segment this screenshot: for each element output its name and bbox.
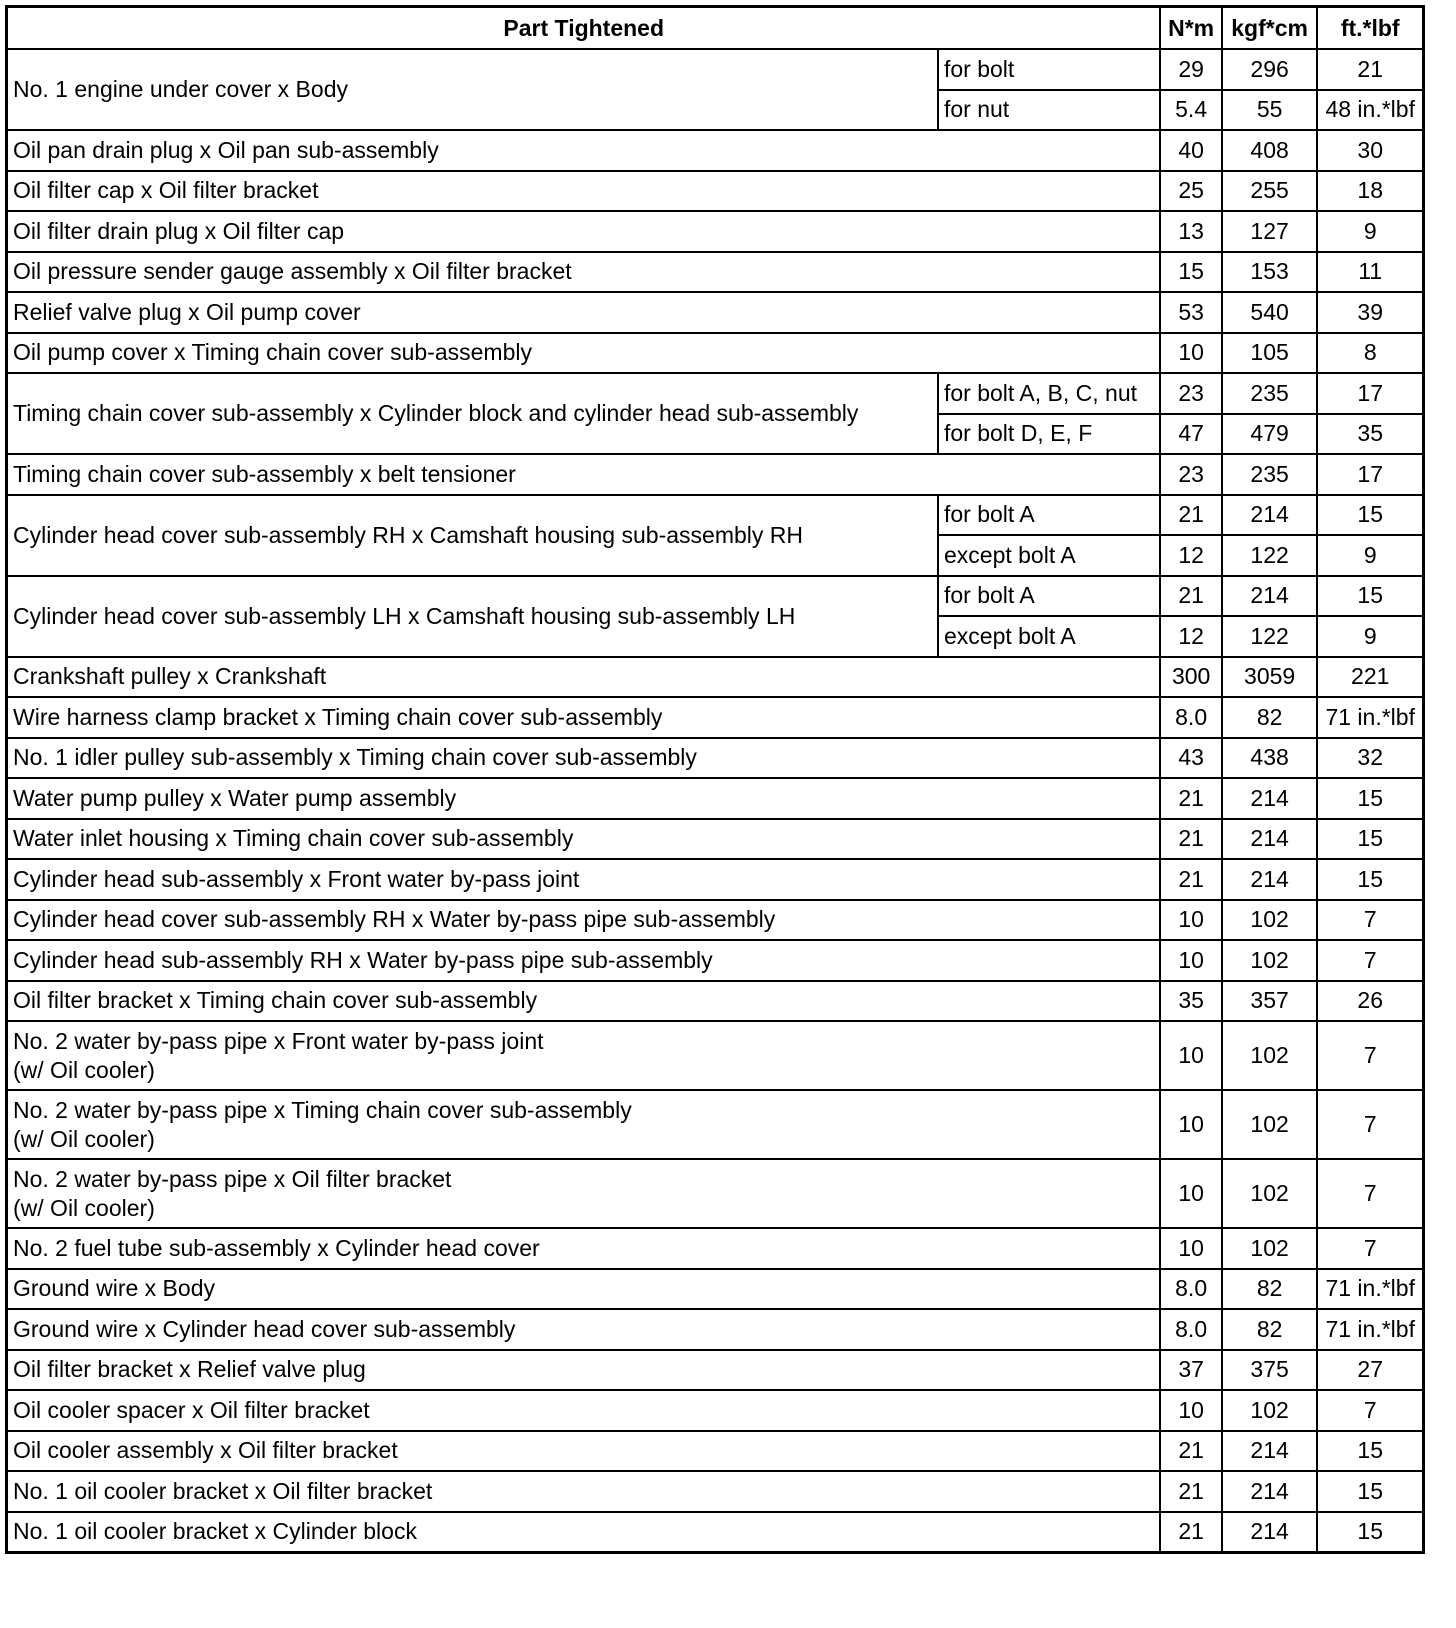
torque-ft-lbf-cell: 7 [1317,940,1423,981]
part-note-line: (w/ Oil cooler) [13,1056,155,1083]
part-tightened-cell: Relief valve plug x Oil pump cover [7,292,1161,333]
table-row [7,333,1424,374]
part-tightened-cell: Oil pressure sender gauge assembly x Oil filter bracket [7,252,1161,293]
torque-ft-lbf-cell: 35 [1317,414,1423,455]
torque-nm-cell: 8.0 [1160,697,1221,738]
table-row [7,1350,1424,1391]
condition-cell: except bolt A [938,535,1160,576]
torque-ft-lbf-cell: 9 [1317,211,1423,252]
part-tightened-cell: No. 1 oil cooler bracket x Cylinder block [7,1512,1161,1553]
torque-nm-cell: 12 [1160,616,1221,657]
torque-specification-table [5,5,1425,1554]
torque-kgf-cm-cell: 82 [1222,697,1318,738]
torque-kgf-cm-cell: 214 [1222,1471,1318,1512]
torque-kgf-cm-cell: 105 [1222,333,1318,374]
torque-ft-lbf-cell: 7 [1317,1159,1423,1228]
part-tightened-cell: No. 2 fuel tube sub-assembly x Cylinder head cover [7,1228,1161,1269]
table-row [7,819,1424,860]
table-row [7,1390,1424,1431]
part-tightened-cell: Oil cooler spacer x Oil filter bracket [7,1390,1161,1431]
torque-nm-cell: 21 [1160,1512,1221,1553]
torque-nm-cell: 21 [1160,859,1221,900]
table-row [7,1021,1424,1090]
torque-ft-lbf-cell: 15 [1317,859,1423,900]
torque-kgf-cm-cell: 357 [1222,981,1318,1022]
part-tightened-cell: Cylinder head sub-assembly RH x Water by-pass pipe sub-assembly [7,940,1161,981]
condition-cell: for bolt D, E, F [938,414,1160,455]
torque-kgf-cm-cell: 127 [1222,211,1318,252]
part-name-line: No. 2 water by-pass pipe x Timing chain cover sub-assembly [13,1096,632,1123]
torque-ft-lbf-cell: 15 [1317,1431,1423,1472]
table-row [7,252,1424,293]
torque-kgf-cm-cell: 102 [1222,1090,1318,1159]
table-row [7,495,1424,536]
torque-ft-lbf-cell: 9 [1317,535,1423,576]
torque-nm-cell: 25 [1160,171,1221,212]
torque-ft-lbf-cell: 39 [1317,292,1423,333]
condition-cell: for bolt A, B, C, nut [938,373,1160,414]
part-tightened-cell: No. 1 engine under cover x Body [7,49,938,130]
part-tightened-cell: Water inlet housing x Timing chain cover sub-assembly [7,819,1161,860]
table-row [7,1309,1424,1350]
table-row [7,1228,1424,1269]
header-part-tightened: Part Tightened [7,7,1161,50]
torque-ft-lbf-cell: 7 [1317,1228,1423,1269]
condition-cell: for bolt [938,49,1160,90]
torque-ft-lbf-cell: 15 [1317,495,1423,536]
torque-kgf-cm-cell: 153 [1222,252,1318,293]
table-row [7,1269,1424,1310]
part-tightened-cell: Oil filter cap x Oil filter bracket [7,171,1161,212]
part-tightened-cell: No. 1 oil cooler bracket x Oil filter bracket [7,1471,1161,1512]
part-tightened-cell: Cylinder head cover sub-assembly RH x Camshaft housing sub-assembly RH [7,495,938,576]
torque-nm-cell: 8.0 [1160,1309,1221,1350]
part-name-line: No. 2 water by-pass pipe x Oil filter bracket [13,1165,452,1192]
torque-ft-lbf-cell: 7 [1317,900,1423,941]
torque-nm-cell: 8.0 [1160,1269,1221,1310]
part-tightened-cell: Water pump pulley x Water pump assembly [7,778,1161,819]
part-tightened-cell: Oil pump cover x Timing chain cover sub-assembly [7,333,1161,374]
table-row [7,1471,1424,1512]
torque-nm-cell: 53 [1160,292,1221,333]
part-tightened-cell: Oil pan drain plug x Oil pan sub-assembly [7,130,1161,171]
torque-ft-lbf-cell: 15 [1317,576,1423,617]
table-row [7,981,1424,1022]
part-tightened-cell: Timing chain cover sub-assembly x belt tensioner [7,454,1161,495]
part-name-line: No. 2 water by-pass pipe x Front water by-pass joint [13,1027,544,1054]
torque-ft-lbf-cell: 221 [1317,657,1423,698]
part-tightened-cell: Oil filter drain plug x Oil filter cap [7,211,1161,252]
torque-kgf-cm-cell: 122 [1222,535,1318,576]
torque-ft-lbf-cell: 21 [1317,49,1423,90]
torque-nm-cell: 23 [1160,454,1221,495]
table-row [7,940,1424,981]
torque-kgf-cm-cell: 82 [1222,1309,1318,1350]
torque-kgf-cm-cell: 214 [1222,1431,1318,1472]
torque-ft-lbf-cell: 71 in.*lbf [1317,1269,1423,1310]
torque-kgf-cm-cell: 102 [1222,1159,1318,1228]
torque-ft-lbf-cell: 8 [1317,333,1423,374]
torque-kgf-cm-cell: 235 [1222,373,1318,414]
torque-kgf-cm-cell: 3059 [1222,657,1318,698]
torque-nm-cell: 10 [1160,900,1221,941]
table-row [7,1090,1424,1159]
part-tightened-cell: No. 1 idler pulley sub-assembly x Timing chain cover sub-assembly [7,738,1161,779]
torque-ft-lbf-cell: 15 [1317,1512,1423,1553]
torque-ft-lbf-cell: 30 [1317,130,1423,171]
torque-kgf-cm-cell: 102 [1222,900,1318,941]
part-tightened-cell: Cylinder head cover sub-assembly LH x Camshaft housing sub-assembly LH [7,576,938,657]
torque-ft-lbf-cell: 11 [1317,252,1423,293]
table-header-row [7,7,1424,50]
torque-kgf-cm-cell: 255 [1222,171,1318,212]
torque-kgf-cm-cell: 235 [1222,454,1318,495]
part-tightened-cell: Cylinder head cover sub-assembly RH x Water by-pass pipe sub-assembly [7,900,1161,941]
torque-nm-cell: 43 [1160,738,1221,779]
table-row [7,49,1424,90]
part-tightened-cell: Oil filter bracket x Relief valve plug [7,1350,1161,1391]
torque-nm-cell: 5.4 [1160,90,1221,131]
torque-nm-cell: 12 [1160,535,1221,576]
table-row [7,778,1424,819]
header-nm: N*m [1160,7,1221,50]
table-row [7,697,1424,738]
torque-ft-lbf-cell: 26 [1317,981,1423,1022]
table-row [7,859,1424,900]
table-row [7,211,1424,252]
table-row [7,373,1424,414]
torque-kgf-cm-cell: 55 [1222,90,1318,131]
torque-kgf-cm-cell: 102 [1222,940,1318,981]
table-row [7,1512,1424,1553]
torque-ft-lbf-cell: 71 in.*lbf [1317,1309,1423,1350]
table-row [7,738,1424,779]
torque-nm-cell: 10 [1160,1228,1221,1269]
part-tightened-cell [7,1021,1161,1090]
part-tightened-cell: Ground wire x Cylinder head cover sub-assembly [7,1309,1161,1350]
torque-nm-cell: 47 [1160,414,1221,455]
table-row [7,900,1424,941]
torque-nm-cell: 15 [1160,252,1221,293]
torque-kgf-cm-cell: 122 [1222,616,1318,657]
condition-cell: except bolt A [938,616,1160,657]
torque-nm-cell: 10 [1160,1159,1221,1228]
torque-ft-lbf-cell: 7 [1317,1021,1423,1090]
torque-nm-cell: 23 [1160,373,1221,414]
torque-nm-cell: 10 [1160,940,1221,981]
header-ft-lbf: ft.*lbf [1317,7,1423,50]
torque-nm-cell: 21 [1160,819,1221,860]
part-note-line: (w/ Oil cooler) [13,1194,155,1221]
torque-nm-cell: 21 [1160,495,1221,536]
part-tightened-cell [7,1159,1161,1228]
torque-kgf-cm-cell: 438 [1222,738,1318,779]
condition-cell: for nut [938,90,1160,131]
table-body [7,49,1424,1553]
torque-ft-lbf-cell: 48 in.*lbf [1317,90,1423,131]
torque-kgf-cm-cell: 375 [1222,1350,1318,1391]
table-row [7,292,1424,333]
table-row [7,657,1424,698]
torque-nm-cell: 21 [1160,1431,1221,1472]
torque-kgf-cm-cell: 214 [1222,819,1318,860]
torque-nm-cell: 29 [1160,49,1221,90]
torque-nm-cell: 35 [1160,981,1221,1022]
torque-nm-cell: 37 [1160,1350,1221,1391]
part-tightened-cell: Oil cooler assembly x Oil filter bracket [7,1431,1161,1472]
part-note-line: (w/ Oil cooler) [13,1125,155,1152]
part-tightened-cell: Timing chain cover sub-assembly x Cylinder block and cylinder head sub-assembly [7,373,938,454]
torque-nm-cell: 10 [1160,1390,1221,1431]
table-row [7,454,1424,495]
torque-kgf-cm-cell: 102 [1222,1228,1318,1269]
part-tightened-cell: Oil filter bracket x Timing chain cover sub-assembly [7,981,1161,1022]
torque-kgf-cm-cell: 214 [1222,495,1318,536]
condition-cell: for bolt A [938,495,1160,536]
torque-kgf-cm-cell: 102 [1222,1390,1318,1431]
table-row [7,1159,1424,1228]
torque-kgf-cm-cell: 82 [1222,1269,1318,1310]
torque-nm-cell: 300 [1160,657,1221,698]
torque-ft-lbf-cell: 17 [1317,454,1423,495]
torque-nm-cell: 13 [1160,211,1221,252]
torque-nm-cell: 21 [1160,576,1221,617]
torque-kgf-cm-cell: 540 [1222,292,1318,333]
condition-cell: for bolt A [938,576,1160,617]
torque-ft-lbf-cell: 7 [1317,1390,1423,1431]
torque-kgf-cm-cell: 408 [1222,130,1318,171]
part-tightened-cell: Ground wire x Body [7,1269,1161,1310]
torque-ft-lbf-cell: 15 [1317,1471,1423,1512]
table-row [7,576,1424,617]
torque-kgf-cm-cell: 102 [1222,1021,1318,1090]
torque-nm-cell: 10 [1160,1090,1221,1159]
torque-kgf-cm-cell: 214 [1222,576,1318,617]
header-kgf-cm: kgf*cm [1222,7,1318,50]
torque-nm-cell: 21 [1160,778,1221,819]
torque-ft-lbf-cell: 71 in.*lbf [1317,697,1423,738]
torque-ft-lbf-cell: 15 [1317,819,1423,860]
table-row [7,1431,1424,1472]
torque-kgf-cm-cell: 479 [1222,414,1318,455]
torque-kgf-cm-cell: 214 [1222,1512,1318,1553]
torque-ft-lbf-cell: 9 [1317,616,1423,657]
table-row [7,171,1424,212]
table-row [7,130,1424,171]
torque-ft-lbf-cell: 17 [1317,373,1423,414]
part-tightened-cell: Wire harness clamp bracket x Timing chain cover sub-assembly [7,697,1161,738]
part-tightened-cell: Crankshaft pulley x Crankshaft [7,657,1161,698]
torque-kgf-cm-cell: 214 [1222,778,1318,819]
torque-ft-lbf-cell: 27 [1317,1350,1423,1391]
torque-nm-cell: 10 [1160,1021,1221,1090]
torque-nm-cell: 10 [1160,333,1221,374]
torque-ft-lbf-cell: 15 [1317,778,1423,819]
torque-ft-lbf-cell: 32 [1317,738,1423,779]
torque-nm-cell: 21 [1160,1471,1221,1512]
torque-kgf-cm-cell: 214 [1222,859,1318,900]
torque-nm-cell: 40 [1160,130,1221,171]
torque-ft-lbf-cell: 18 [1317,171,1423,212]
part-tightened-cell [7,1090,1161,1159]
torque-ft-lbf-cell: 7 [1317,1090,1423,1159]
part-tightened-cell: Cylinder head sub-assembly x Front water by-pass joint [7,859,1161,900]
torque-kgf-cm-cell: 296 [1222,49,1318,90]
